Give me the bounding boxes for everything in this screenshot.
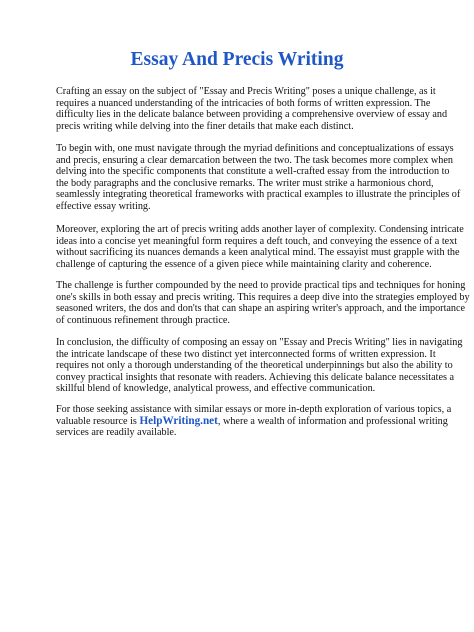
text-line: In conclusion, the difficulty of composing an essay on "Essay and Precis Writing" lies in navigating xyxy=(56,337,463,348)
text-line: requires a nuanced understanding of the intricacies of both forms of written expression. The xyxy=(56,97,431,109)
text-line: one's skills in both essay and precis writing. This requires a deep dive into the strategies employed by xyxy=(56,291,470,303)
text-line: effective essay writing. xyxy=(56,200,151,212)
text-line: requires not only a thorough understanding of the theoretical underpinnings but also the ability to xyxy=(56,360,453,372)
text-line: precis writing while delving into the finer details that make each distinct. xyxy=(56,120,354,132)
text-line: difficulty lies in the delicate balance between providing a comprehensive overview of essay and xyxy=(56,109,448,121)
text-segment: valuable resource is xyxy=(56,415,140,427)
paragraph-practical-tips xyxy=(56,280,470,326)
text-line: and precis, ensuring a clear demarcation between the two. The task becomes more complex when xyxy=(56,154,453,166)
helpwriting-link[interactable]: HelpWriting.net xyxy=(139,414,218,427)
text-line: seamlessly integrating theoretical frameworks with practical examples to illustrate the principles of xyxy=(56,189,461,201)
text-line: delving into the specific components that constitute a well-crafted essay from the introduction to xyxy=(56,166,450,178)
text-line: without sacrificing its nuances demands a keen analytical mind. The essayist must grapple with the xyxy=(56,247,460,259)
text-line: Moreover, exploring the art of precis writing adds another layer of complexity. Condensing intricate xyxy=(56,224,464,235)
text-line: seasoned writers, the dos and don'ts that can shape an aspiring writer's approach, and the importance xyxy=(56,303,466,315)
paragraph-essays-and-precis xyxy=(56,143,461,213)
text-line xyxy=(56,414,448,428)
text-line: convey practical insights that resonate with readers. Achieving this delicate balance necessitates a xyxy=(56,371,455,383)
document-title: Essay And Precis Writing xyxy=(130,49,344,70)
text-line: the intricate landscape of these two distinct yet interconnected forms of written expression. It xyxy=(56,348,436,360)
text-line: services are readily available. xyxy=(56,427,177,439)
paragraph-resource xyxy=(56,404,452,439)
text-line: Crafting an essay on the subject of "Essay and Precis Writing" poses a unique challenge, as it xyxy=(56,86,436,97)
text-line: For those seeking assistance with similar essays or more in-depth exploration of various topics, a xyxy=(56,404,452,415)
text-line: The challenge is further compounded by the need to provide practical tips and techniques for honing xyxy=(56,280,466,291)
text-line: To begin with, one must navigate through the myriad definitions and conceptualizations of essays xyxy=(56,143,454,154)
text-line: the body paragraphs and the conclusive remarks. The writer must strike a harmonious chord, xyxy=(56,177,434,189)
text-line: of continuous refinement through practice. xyxy=(56,314,230,326)
text-line: skillful blend of knowledge, analytical prowess, and effective communication. xyxy=(56,383,376,395)
paragraph-conclusion xyxy=(56,337,463,395)
text-line: challenge of capturing the essence of a given piece while maintaining clarity and coherence. xyxy=(56,258,432,270)
text-line: ideas into a concise yet meaningful form requires a deft touch, and conveying the essence of a text xyxy=(56,235,458,247)
text-segment: , where a wealth of information and professional writing xyxy=(217,415,448,427)
paragraph-intro xyxy=(56,86,448,132)
paragraph-precis-complexity xyxy=(56,224,464,270)
